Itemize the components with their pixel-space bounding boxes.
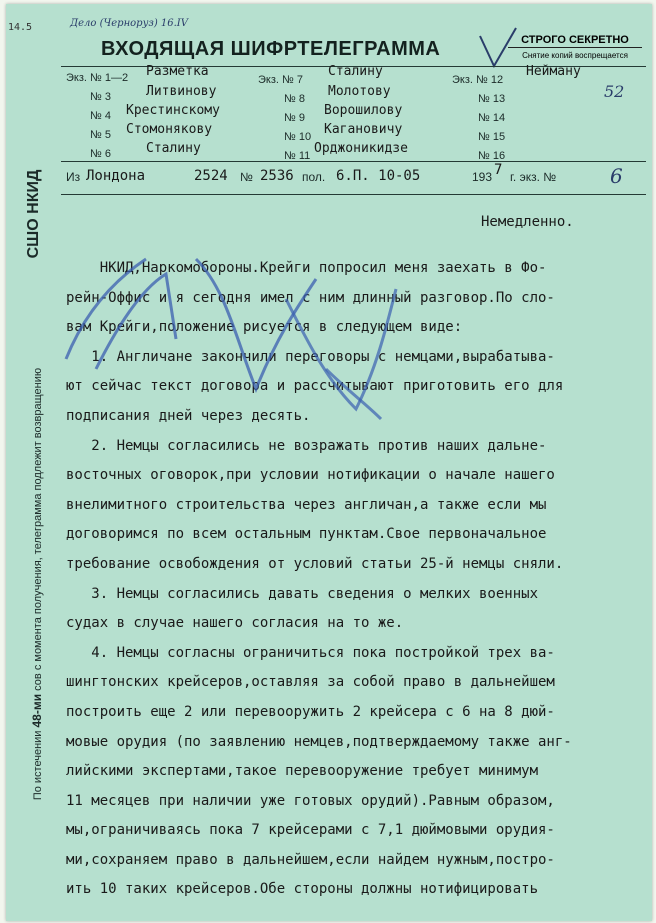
sidebar-text-after: сов с момента получения, телеграмма подлежит возвращению (32, 367, 44, 691)
dist-name: Кагановичу (324, 122, 403, 137)
from-label: Из (66, 170, 81, 184)
dist-label: № 16 (478, 150, 506, 162)
body-line: ить 10 таких крейсеров.Обе стороны должны нотифицировать (66, 881, 539, 898)
dist-name: Литвинову (146, 84, 217, 99)
body-line: судах в случае нашего согласия на то же. (66, 615, 404, 632)
dist-name: Орджоникидзе (314, 141, 408, 156)
dist-name: Сталину (328, 64, 383, 79)
body-line: 2. Немцы согласились не возражать против наших дальне- (66, 437, 547, 454)
dist-name: Нейману (526, 64, 581, 79)
year-label: 193 (472, 170, 493, 184)
rule-bottom (61, 194, 646, 195)
dist-label: № 4 (90, 110, 111, 122)
body-line: требование освобождения от условий статьи 25-й немцы сняли. (66, 555, 564, 572)
dist-name: Сталину (146, 141, 201, 156)
sidebar-notice-text (30, 368, 44, 800)
sidebar-org (14, 154, 54, 274)
dist-label: № 13 (478, 93, 506, 105)
dist-label: № 5 (90, 129, 111, 141)
dist-label: № 15 (478, 131, 506, 143)
body-line: 11 месяцев при наличии уже готовых орудий).Равным образом, (66, 792, 555, 809)
received-value: 6.П. 10-05 (336, 168, 421, 184)
handwritten-annotation (56, 219, 416, 449)
dist-label: № 3 (90, 91, 111, 103)
year-digit: 7 (494, 162, 503, 178)
sidebar-org-label: СШО НКИД (25, 169, 42, 259)
handwritten-number: 52 (604, 82, 625, 101)
dist-label: № 14 (478, 112, 506, 124)
body-line: 1. Англичане закончили переговоры с немцами,вырабатыва- (66, 348, 555, 365)
body-line: ют сейчас текст договора и рассчитывают приготовить его для (66, 378, 564, 395)
copy-label: г. экз. № (510, 170, 557, 184)
body-line: мы,ограничиваясь пока 7 крейсерами с 7,1 дюймовыми орудия- (66, 822, 555, 839)
rule-mid (61, 161, 646, 162)
dist-label: Экз. № 12 (452, 74, 504, 86)
body-line: рейн-Оффис и я сегодня имел с ним длинный разговор.По сло- (66, 289, 555, 306)
body-line: НКИД,Наркомобороны.Крейги попросил меня заехать в Фо- (66, 260, 547, 276)
body-line: вам Крейги,положение рисуется в следующем виде: (66, 319, 463, 336)
urgency-marker: Немедленно. (481, 214, 574, 230)
dist-label: № 10 (284, 131, 312, 143)
dist-name: Стомонякову (126, 122, 213, 137)
sidebar-text-hours: 48-ми (30, 693, 44, 728)
dist-label: № 8 (284, 93, 305, 105)
body-line: 3. Немцы согласились давать сведения о мелких военных (66, 585, 539, 602)
handwritten-note: Дело (Черноруз) 16.IV (70, 18, 188, 29)
body-line: 4. Немцы согласны ограничиться пока постройкой трех ва- (66, 644, 555, 661)
corner-reference: 14.5 (8, 22, 33, 33)
dist-name: Крестинскому (126, 103, 220, 118)
dist-name: Молотову (328, 84, 391, 99)
body-line: договоримся по всем остальным пунктам.Свое первоначальное (66, 526, 547, 543)
number-label: № (240, 170, 253, 184)
sidebar-notice (18, 294, 56, 874)
body-line: шингтонских крейсеров,оставляя за собой право в дальнейшем (66, 674, 555, 691)
sidebar-text-before: По истечении (32, 730, 44, 801)
telegram-number-2: 2536 (260, 168, 294, 184)
body-line: внелимитного строительства через англичан,а также если мы (66, 496, 547, 513)
telegram-sheet (6, 4, 652, 921)
document-title: ВХОДЯЩАЯ ШИФРТЕЛЕГРАММА (101, 38, 441, 60)
dist-label: № 11 (284, 150, 311, 162)
body-line: мовые орудия (по заявлению немцев,подтверждаемому также анг- (66, 733, 572, 750)
telegram-number-1: 2524 (194, 168, 228, 184)
dist-label: № 9 (284, 112, 305, 124)
dist-label: № 6 (90, 148, 111, 160)
body-line: подписания дней через десять. (66, 407, 311, 424)
from-value: Лондона (86, 168, 146, 184)
dist-name: Ворошилову (324, 103, 403, 118)
dist-label: Экз. № 1—2 (66, 72, 129, 84)
dist-name: Разметка (146, 64, 209, 79)
body-line: построить еще 2 или перевооружить 2 крейсера с 6 на 8 дюй- (66, 703, 555, 720)
body-line: восточных оговорок,при условии нотификации о начале нашего (66, 467, 555, 484)
dist-label: Экз. № 7 (258, 74, 303, 86)
received-label: пол. (302, 170, 326, 184)
classification-block (508, 34, 642, 60)
classification-label: СТРОГО СЕКРЕТНО (508, 34, 642, 48)
body-line: лийскими экспертами,такое перевооружение требует минимум (66, 763, 539, 780)
body-line: ми,сохраняем право в дальнейшем,если найдем нужным,постро- (66, 851, 555, 868)
handwritten-copy-number: 6 (610, 164, 623, 188)
classification-note: Снятие копий воспрещается (522, 51, 628, 60)
